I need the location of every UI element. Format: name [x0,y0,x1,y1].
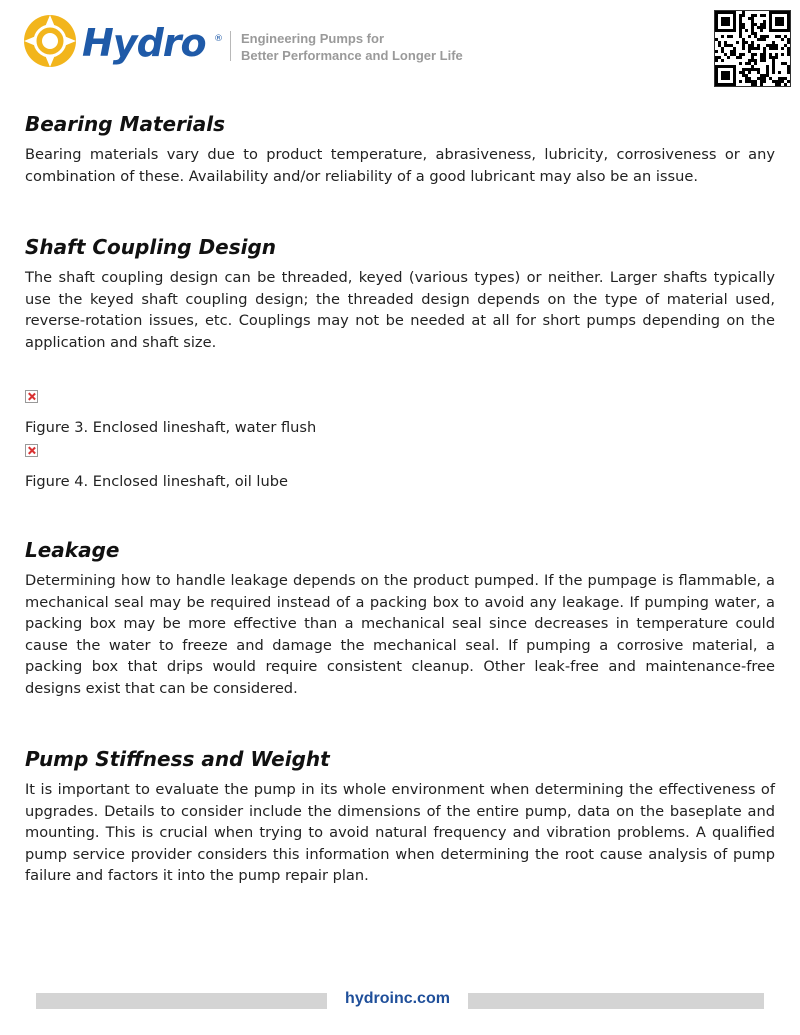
pump-stiffness-body: It is important to evaluate the pump in its whole environment when determining the effectiveness of upgrades. Details to consider include the dimensions of the entire pump, data on the baseplate and mounting. This is crucial when trying to avoid natural frequency and vibration problems. A qualified pump service provider considers this information when determining the root cause analysis of pump failure and factors it into the pump repair plan. [25,781,775,884]
figure-3-broken-image-icon [25,390,38,403]
logo-wordmark: Hydro [82,21,206,65]
header-divider [230,31,231,61]
hydro-logo-icon [22,13,78,69]
footer-bar-right [468,993,764,1009]
footer-bar-left [36,993,327,1009]
shaft-coupling-body: The shaft coupling design can be threaded, keyed (various types) or neither. Larger shafts typically use the keyed shaft coupling design; the threaded design depends on the type of material used, reverse-rotation issues, etc. Couplings may not be needed at all for short pumps depending on the application and shaft size. [25,269,775,351]
pump-stiffness-title: Pump Stiffness and Weight [25,747,330,771]
shaft-coupling-title: Shaft Coupling Design [25,235,277,259]
registered-mark: ® [214,34,223,44]
footer-website-link[interactable]: hydroinc.com [345,990,450,1007]
bearing-materials-title: Bearing Materials [25,112,226,136]
bearing-materials-body: Bearing materials vary due to product temperature, abrasiveness, lubricity, corrosiveness or any combination of these. Availability and/or reliability of a good lubricant may also be an issue. [25,146,775,185]
leakage-body: Determining how to handle leakage depends on the product pumped. If the pumpage is flammable, a mechanical seal may be required instead of a packing box to avoid any leakage. If pumping water, a packing box may be more effective than a mechanical seal since decreases in temperature could cause the water to freeze and damage the mechanical seal. If pumping a corrosive material, a packing box that drips would require consistent cleanup. Other leak-free and maintenance-free designs exist that can be considered. [25,572,775,697]
figure-3-caption: Figure 3. Enclosed lineshaft, water flush [25,419,317,436]
tagline-line2: Better Performance and Longer Life [241,48,463,63]
main-content [25,100,775,887]
tagline-line1: Engineering Pumps for [241,31,385,46]
figure-4-caption: Figure 4. Enclosed lineshaft, oil lube [25,473,288,490]
qr-code[interactable] [714,10,791,87]
leakage-title: Leakage [25,538,120,562]
page-header [0,0,800,95]
tagline [241,30,463,64]
figure-4-broken-image-icon [25,444,38,457]
qr-code-icon [715,11,790,86]
